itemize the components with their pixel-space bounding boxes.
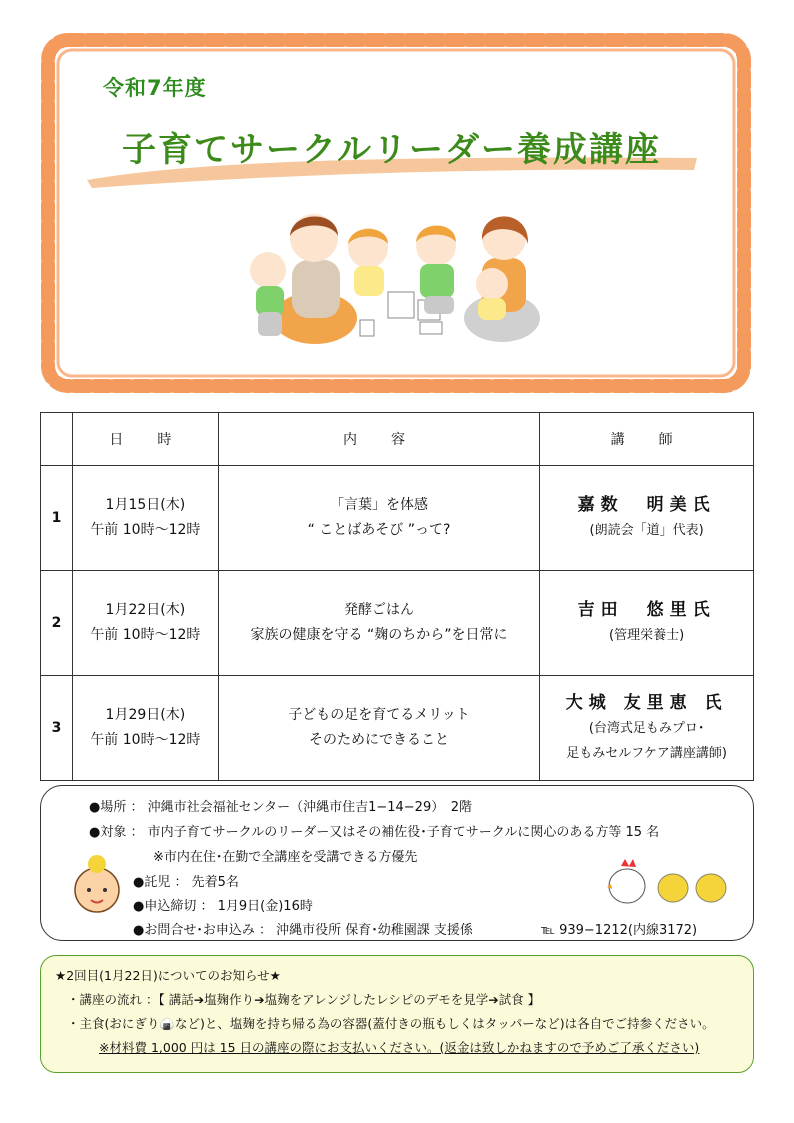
lecturer-role: (台湾式足もみプロ･ [588, 720, 705, 736]
notice-bring: ・主食(おにぎり🍙など)と、塩麹を持ち帰る為の容器(蓋付きの瓶もしくはタッパーなど)は各自でご持参ください。 [67, 1016, 715, 1031]
schedule-table [40, 412, 754, 781]
info-priority: ※市内在住･在勤で全講座を受講できる方優先 [153, 850, 418, 865]
notice-box [40, 955, 754, 1073]
row-time: 午前 10時～12時 [90, 627, 201, 643]
row-content-line1: 子どもの足を育てるメリット [288, 707, 470, 723]
row-date: 1月15日(木) [105, 497, 186, 513]
row-lecturer [540, 571, 754, 676]
page-title: 子育てサークルリーダー養成講座 [122, 130, 661, 170]
row-time: 午前 10時～12時 [90, 522, 201, 538]
row-content-line1: 「言葉」を体感 [330, 497, 429, 513]
header-lecturer: 講 師 [540, 413, 754, 466]
row-lecturer [540, 466, 754, 571]
header-datetime: 日 時 [72, 413, 218, 466]
notice-flow: ・講座の流れ ：【 講話➔塩麹作り➔塩麹をアレンジしたレシピのデモを見学➔試食 】 [67, 992, 541, 1007]
info-contact: ●お問合せ･お申込み ： 沖縄市役所 保育･幼稚園課 支援係 [133, 923, 473, 938]
header-content: 内 容 [218, 413, 540, 466]
row-content [218, 571, 540, 676]
table-row [41, 676, 754, 781]
info-box [40, 785, 754, 941]
lecturer-role-line2: 足もみセルフケア講座講師) [566, 745, 727, 761]
table-row [41, 571, 754, 676]
row-content-line2: そのためにできること [309, 732, 450, 748]
row-datetime [72, 571, 218, 676]
table-row [41, 466, 754, 571]
lecturer-name: 吉田 悠里氏 [577, 600, 716, 620]
row-content [218, 466, 540, 571]
info-deadline: ●申込締切 ： 1月9日(金)16時 [133, 899, 313, 914]
info-tel: ℡ 939−1212(内線3172) [541, 923, 698, 938]
lecturer-name: 嘉数 明美氏 [577, 495, 716, 515]
row-number: 1 [41, 466, 73, 571]
row-content-line2: “ ことばあそび ”って? [307, 522, 451, 538]
lecturer-role: (朗読会「道」代表) [589, 523, 704, 538]
row-content-line2: 家族の健康を守る “麹のちから”を日常に [250, 627, 508, 643]
notice-heading: ★2回目(1月22日)についてのお知らせ★ [55, 968, 281, 983]
row-number: 3 [41, 676, 73, 781]
family-illustration [240, 200, 550, 360]
baby-chick-icon [67, 850, 127, 922]
row-datetime [72, 676, 218, 781]
row-lecturer [540, 676, 754, 781]
row-number: 2 [41, 571, 73, 676]
chickens-icon [607, 854, 733, 908]
header-number [41, 413, 73, 466]
info-place: ●場所 ： 沖縄市社会福祉センター（沖縄市住吉1−14−29） 2階 [89, 800, 472, 815]
row-date: 1月22日(木) [105, 602, 186, 618]
row-date: 1月29日(木) [105, 707, 186, 723]
table-header-row [41, 413, 754, 466]
row-time: 午前 10時～12時 [90, 732, 201, 748]
lecturer-name: 大城 友里恵 氏 [565, 692, 728, 713]
row-content [218, 676, 540, 781]
lecturer-role: (管理栄養士) [609, 628, 685, 643]
row-content-line1: 発酵ごはん [344, 602, 415, 618]
info-childcare: ●託児 ： 先着5名 [133, 875, 239, 890]
row-datetime [72, 466, 218, 571]
info-target: ●対象 ： 市内子育てサークルのリーダー又はその補佐役･子育てサークルに関心のある方等 15 名 [89, 825, 660, 840]
notice-fee: ※材料費 1,000 円は 15 日の講座の際にお支払いください。(返金は致しかねますので予めご了承ください) [99, 1040, 700, 1055]
year-label: 令和7年度 [103, 76, 207, 100]
